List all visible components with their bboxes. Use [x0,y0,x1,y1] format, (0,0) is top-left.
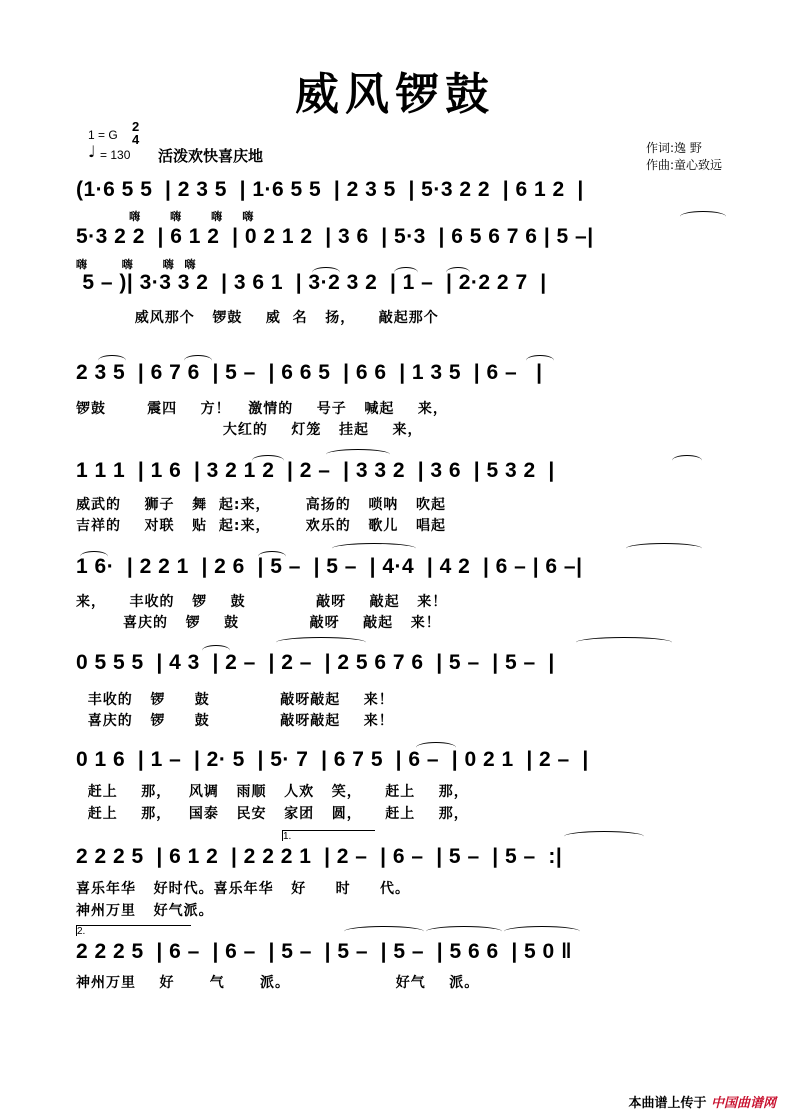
slur [332,543,416,554]
first-ending-bracket [282,830,375,841]
source-footer [628,1092,776,1111]
slur [526,355,554,366]
notation-line: 5 – )| 3·3 3 2 | 3 6 1 | 3·2 3 2 | 1 – | 2·2 2 7 | [76,271,547,294]
slur [416,742,456,753]
slur [576,637,672,648]
lyric-line: 喜乐年华 好时代。喜乐年华 好 时 代。 [76,881,410,897]
slur [98,355,126,366]
quarter-note-icon: ♩ [88,142,96,161]
score-row-5 [76,459,726,493]
tempo-marking: = 130 [100,148,131,162]
lyric-line: 赶上 那， 风调 雨顺 人欢 笑， 赶上 那， [76,784,469,800]
score-row-1 [76,178,726,212]
notation-line: 2 3 5 | 6 7 6 | 5 – | 6 6 5 | 6 6 | 1 3 5 | 6 – | [76,361,543,384]
lyric-line: 锣鼓 震四 方！ 激情的 号子 喊起 来， [76,401,448,417]
footer-text: 本曲谱上传于 [628,1096,707,1111]
expression-marking: 活泼欢快喜庆地 [158,147,264,165]
slur [504,926,580,937]
second-ending-label: 2. [77,926,86,937]
site-logo[interactable]: 中国曲谱网 [710,1096,776,1111]
score-row-6 [76,555,726,589]
notation-line: 1 6· | 2 2 1 | 2 6 | 5 – | 5 – | 4·4 | 4 2 | 6 – | 6 –| [76,555,583,578]
notation-line: 2 2 2 5 | 6 1 2 | 2 2 2 1 | 2 – | 6 – | 5 – | 5 – :| [76,845,563,868]
slur [446,267,470,278]
slur [80,551,108,562]
score-title: 威风锣鼓 [295,69,495,120]
score-row-2 [76,225,726,259]
notation-line: 1 1 1 | 1 6 | 3 2 1 2 | 2 – | 3 3 2 | 3 6 | 5 3 2 | [76,459,555,482]
lyric-line: 神州万里 好气派。 [76,903,214,919]
slur [326,449,390,460]
key-signature: 1 = G [88,128,118,142]
slur [276,637,366,648]
notation-line: 2 2 2 5 | 6 – | 6 – | 5 – | 5 – | 5 – | 5 6 6 | 5 0 ‖ [76,940,573,963]
notation-line: 5·3 2 2 | 6 1 2 | 0 2 1 2 | 3 6 | 5·3 | 6 5 6 7 6 | 5 –| [76,225,594,248]
score-row-9 [76,845,726,879]
lyric-line: 神州万里 好 气 派。 好气 派。 [76,975,480,991]
score-row-8 [76,748,726,782]
score-row-4 [76,361,726,395]
slur [626,543,702,554]
lyric-line: 嗨 嗨 嗨 嗨 [76,210,255,223]
lyric-line: 威风那个 锣鼓 威 名 扬， 敲起那个 [76,310,439,326]
notation-line: 0 1 6 | 1 – | 2· 5 | 5· 7 | 6 7 5 | 6 – | 0 2 1 | 2 – | [76,748,589,771]
slur [344,926,424,937]
lyricist-credit: 作词:逸 野 [646,141,702,155]
time-signature [132,120,139,146]
slur [394,267,418,278]
slur [564,831,644,842]
slur [202,645,230,656]
slur [680,211,726,222]
slur [258,551,286,562]
notation-line: (1·6 5 5 | 2 3 5 | 1·6 5 5 | 2 3 5 | 5·3 2 2 | 6 1 2 | [76,178,584,201]
lyric-line: 喜庆的 锣 鼓 敲呀敲起 来！ [76,713,394,729]
slur [184,355,212,366]
lyric-line: 威武的 狮子 舞 起:来， 高扬的 唢呐 吹起 [76,497,446,513]
slur [672,455,702,466]
score-row-3 [76,271,726,305]
first-ending-label: 1. [283,831,292,842]
lyric-line: 吉祥的 对联 贴 起:来， 欢乐的 歌儿 唱起 [76,518,446,534]
composer-credit: 作曲:童心致远 [646,158,723,172]
time-signature-top: 2 [132,119,140,134]
slur [312,267,340,278]
score-row-7 [76,651,726,685]
score-row-10 [76,940,726,974]
lyric-line: 喜庆的 锣 鼓 敲呀 敲起 来！ [76,615,441,631]
lyric-line: 大红的 灯笼 挂起 来， [76,422,423,438]
lyric-line: 来， 丰收的 锣 鼓 敲呀 敲起 来！ [76,594,448,610]
lyric-line: 丰收的 锣 鼓 敲呀敲起 来！ [76,692,394,708]
second-ending-bracket [76,925,191,936]
notation-line: 0 5 5 5 | 4 3 | 2 – | 2 – | 2 5 6 7 6 | 5 – | 5 – | [76,651,555,674]
lyric-line: 赶上 那， 国泰 民安 家团 圆， 赶上 那， [76,806,469,822]
lyric-line: 嗨 嗨 嗨 嗨 [76,258,197,271]
slur [426,926,502,937]
slur [252,455,284,466]
time-signature-bottom: 4 [132,132,140,147]
